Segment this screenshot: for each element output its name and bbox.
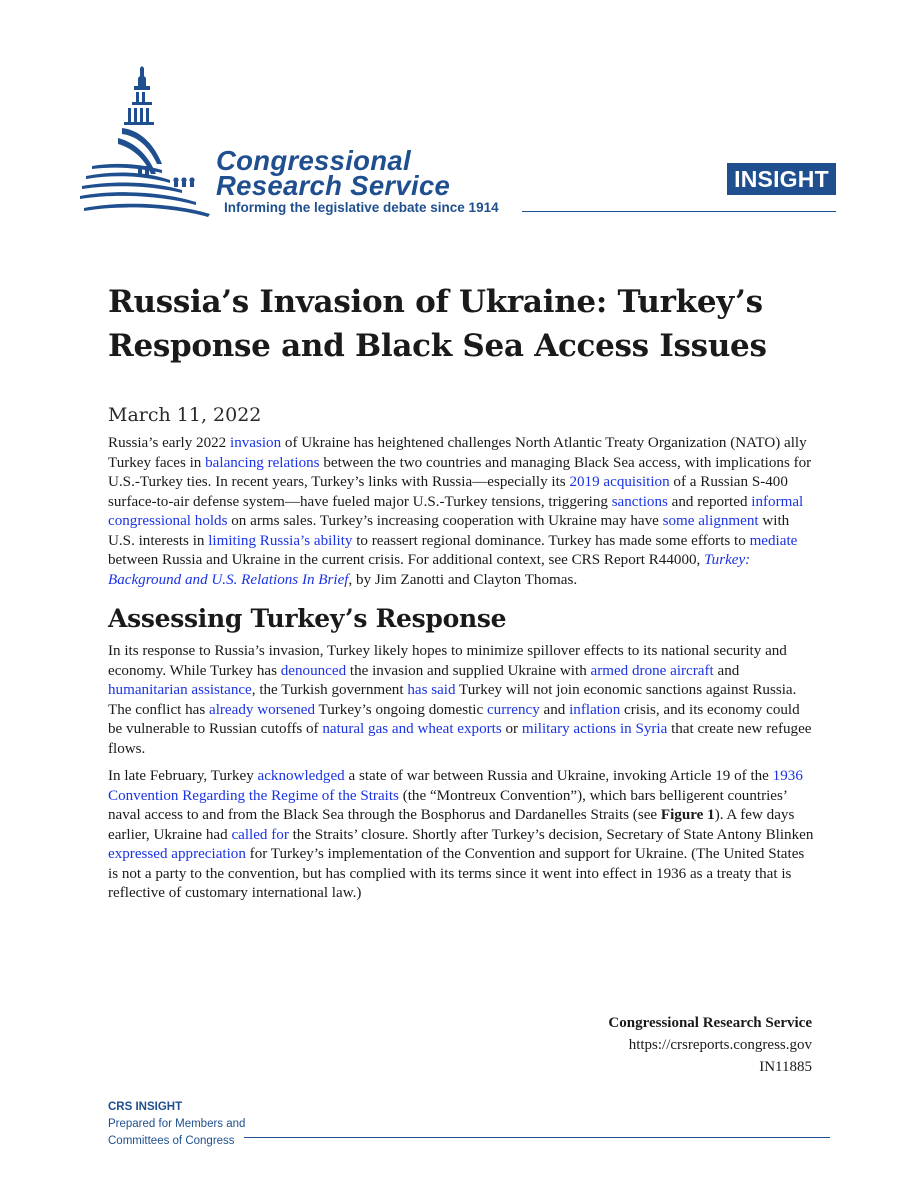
inline-link[interactable]: has said — [407, 682, 456, 698]
inline-link[interactable]: sanctions — [611, 493, 668, 510]
inline-link[interactable]: natural gas and wheat exports — [322, 721, 502, 737]
text-run: the Straits’ closure. Shortly after Turkey’s decision, Secretary of State Antony Blinken — [288, 826, 814, 843]
text-run: (the “Montreux Convention”), which bars belligerent countries’ naval access to and from the Black Sea through the Bosphorus and Dardanelles Straits (see — [108, 787, 787, 823]
footer-info — [608, 1012, 812, 1078]
text-run: of a Russian S-400 surface-to-air defense system—have fueled major U.S.-Turkey tensions, triggering — [108, 474, 788, 510]
text-run: Russia’s early 2022 — [108, 435, 230, 451]
capitol-dome-icon — [78, 62, 218, 218]
document-body — [108, 280, 816, 904]
text-run: Turkey will not join economic sanctions against Russia. The conflict has — [108, 682, 797, 718]
inline-link[interactable]: military actions in Syria — [521, 721, 668, 737]
section-paragraph — [108, 767, 816, 904]
text-run: In late February, Turkey — [108, 768, 258, 784]
intro-paragraph — [108, 434, 816, 590]
text-run: or — [501, 721, 522, 737]
bold-reference: Figure 1 — [660, 807, 715, 823]
text-run: with U.S. interests in — [108, 513, 790, 549]
text-run: between the two countries and managing Black Sea access, with implications for U.S.-Turkey ties. In recent years, Turkey’s links with Russia—especially its — [108, 454, 812, 490]
section-heading: Assessing Turkey’s Response — [108, 604, 507, 633]
inline-link[interactable]: some alignment — [662, 513, 759, 529]
inline-link[interactable]: invasion — [230, 435, 282, 451]
text-run: , the Turkish government — [251, 682, 408, 698]
text-run: and — [539, 701, 570, 718]
inline-link[interactable]: Turkey: Background and U.S. Relations In Brief — [108, 552, 751, 588]
text-run: crisis, and its economy could be vulnerable to Russian cutoffs of — [108, 701, 800, 737]
prepared-for-line2: Committees of Congress — [108, 1135, 235, 1147]
text-run: ). A few days earlier, Ukraine had — [108, 807, 795, 843]
text-run: to reassert regional dominance. Turkey has made some efforts to — [352, 532, 750, 549]
text-run: and reported — [667, 493, 752, 510]
prepared-for-line1: Prepared for Members and — [108, 1118, 246, 1130]
inline-link[interactable]: expressed appreciation — [108, 846, 246, 862]
inline-link[interactable]: humanitarian assistance — [108, 682, 252, 698]
org-tagline: Informing the legislative debate since 1914 — [224, 200, 499, 215]
text-run: that create new refugee flows. — [108, 721, 812, 757]
text-run: a state of war between Russia and Ukraine, invoking Article 19 of the — [344, 768, 773, 784]
inline-link[interactable]: mediate — [749, 532, 798, 549]
inline-link[interactable]: informal congressional holds — [108, 493, 804, 529]
document-title: Russia’s Invasion of Ukraine: Turkey’s Response and Black Sea Access Issues — [108, 284, 767, 364]
inline-link[interactable]: inflation — [569, 701, 621, 718]
text-run: for Turkey’s implementation of the Convention and support for Ukraine. (The United States is not a party to the convention, but has complied with its terms since it went into effect in 1936 as a treaty that is reflective of customary international law.) — [108, 846, 805, 901]
text-run: the invasion and supplied Ukraine with — [346, 662, 591, 679]
report-id: IN11885 — [759, 1059, 812, 1075]
inline-link[interactable]: acknowledged — [257, 768, 345, 784]
text-run: In its response to Russia’s invasion, Turkey likely hopes to minimize spillover effects to its national security and economy. While Turkey has — [108, 643, 787, 679]
inline-link[interactable]: limiting Russia’s ability — [208, 532, 353, 549]
text-run: , by Jim Zanotti and Clayton Thomas. — [348, 571, 578, 588]
insight-badge: INSIGHT — [727, 163, 836, 195]
footer-url-link[interactable]: https://crsreports.congress.gov — [628, 1037, 812, 1053]
crs-insight-footer — [108, 1099, 245, 1150]
footer-divider — [244, 1137, 830, 1138]
inline-link[interactable]: denounced — [280, 662, 347, 679]
footer-label: CRS INSIGHT — [108, 1101, 183, 1113]
document-date: March 11, 2022 — [108, 404, 262, 426]
text-run: and — [713, 662, 740, 679]
inline-link[interactable]: currency — [486, 701, 540, 718]
inline-link[interactable]: balancing relations — [205, 454, 320, 471]
org-name-line1: Congressional — [216, 145, 411, 176]
inline-link[interactable]: already worsened — [209, 701, 316, 718]
inline-link[interactable]: armed drone aircraft — [590, 662, 714, 679]
text-run: of Ukraine has heightened challenges North Atlantic Treaty Organization (NATO) ally Turkey faces in — [108, 435, 807, 471]
header-divider — [522, 211, 836, 212]
text-run: between Russia and Ukraine in the current crisis. For additional context, see CRS Report R44000, — [108, 552, 705, 568]
text-run: Turkey’s ongoing domestic — [315, 701, 487, 718]
org-name-line2: Research Service — [216, 170, 451, 201]
inline-link[interactable]: called for — [231, 826, 289, 843]
footer-org-name: Congressional Research Service — [608, 1015, 812, 1031]
section-paragraph — [108, 642, 816, 759]
text-run: on arms sales. Turkey’s increasing cooperation with Ukraine may have — [227, 513, 663, 529]
inline-link[interactable]: 1936 Convention Regarding the Regime of the Straits — [108, 768, 803, 804]
inline-link[interactable]: 2019 acquisition — [569, 474, 670, 490]
